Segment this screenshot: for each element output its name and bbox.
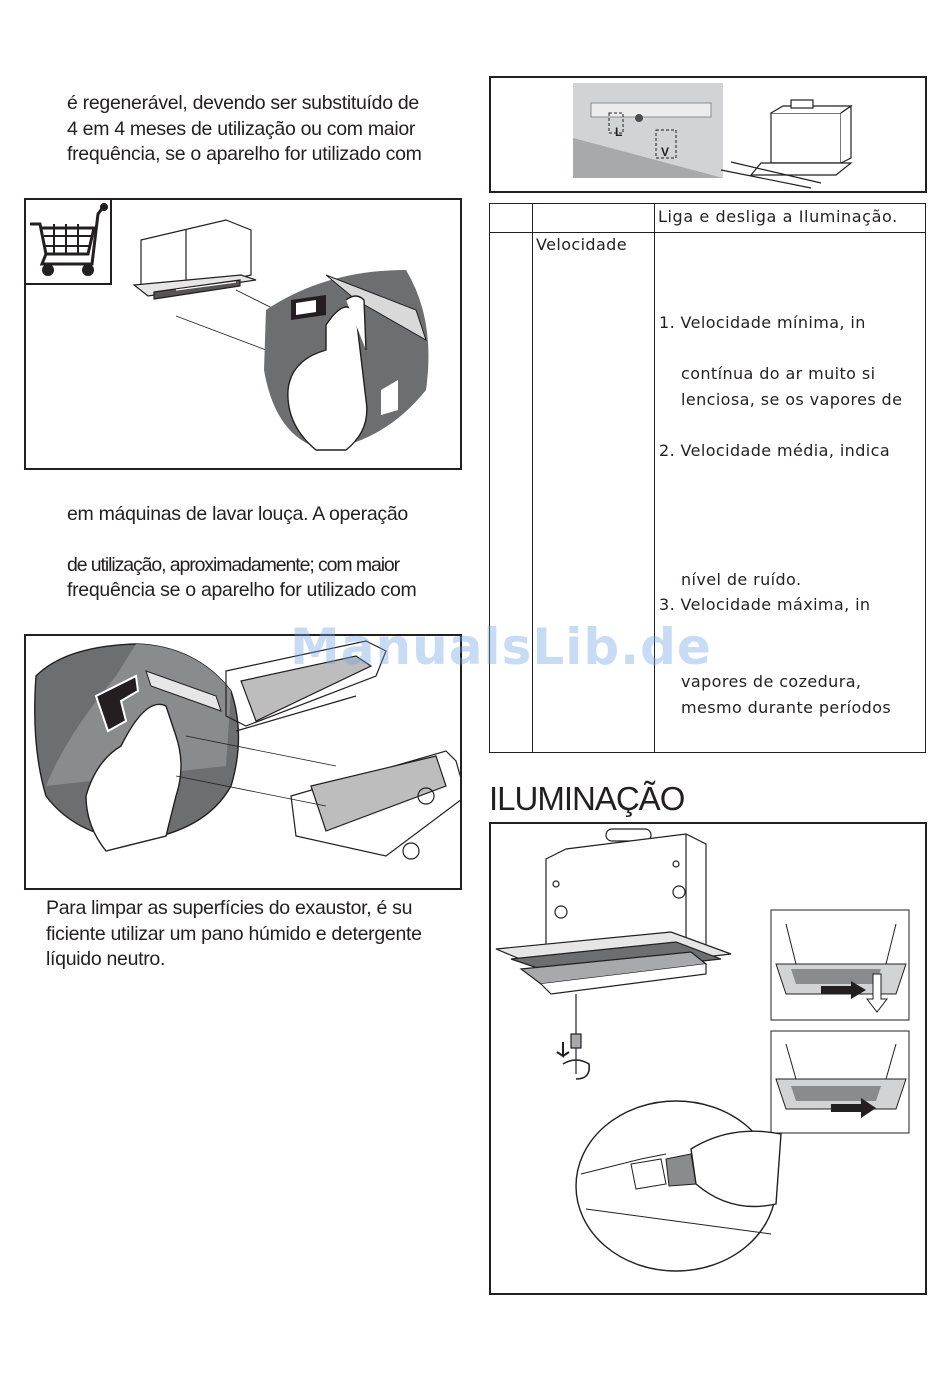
top-paragraph [67,91,460,168]
magnified-hand-detail [35,644,239,851]
text-line: frequência, se o aparelho for utilizado com [67,143,422,165]
speed-line: contínua do ar muito si [681,364,876,383]
speed-line: vapores de cozedura, [681,672,862,691]
bulb-removal-inset-1 [771,910,909,1020]
text-line: Para limpar as superfícies do exaustor, é su [46,897,413,919]
lighting-figure [489,822,927,1295]
switch-label-l: L [615,125,623,139]
text-line: em máquinas de lavar louça. A operação [67,503,408,525]
text-line: ficiente utilizar um pano húmido e detergente [46,922,422,945]
text-line: é regenerável, devendo ser substituído de [67,92,419,114]
lighting-switch-desc: Liga e desliga a Iluminação. [658,207,898,226]
speed-line: 2. Velocidade média, indica [659,441,891,460]
hood-drawing [496,829,731,1079]
switch-figure [489,76,927,193]
magnified-detail [264,270,429,450]
watermark: ManualsLib.de [290,618,712,676]
text-line: frequência se o aparelho for utilizado com [67,579,417,601]
speed-line: 1. Velocidade mínima, in [659,313,866,332]
shopping-cart-icon [26,200,111,284]
grease-filter-figure [24,198,462,470]
text-line: 4 em 4 meses de utilização ou com maior [67,117,416,140]
bulb-removal-inset-2 [771,1031,909,1133]
magnified-bulb-detail [576,1101,781,1271]
table-cell [490,204,533,233]
speed-line: nível de ruído. [681,570,802,589]
text-line: de utilização, aproximadamente; com maior [67,553,400,576]
table-cell [533,204,655,233]
speed-label: Velocidade [536,235,627,254]
table-cell [655,204,926,233]
section-title: ILUMINAÇÃO [489,780,685,817]
speed-line: mesmo durante períodos [681,698,892,717]
cleaning-paragraph [46,896,460,973]
text-line: líquido neutro. [46,948,166,970]
speed-line: 3. Velocidade máxima, in [659,595,871,614]
middle-paragraph [67,502,460,604]
switch-label-v: V [661,145,670,159]
speed-line: lenciosa, se os vapores de [681,390,903,409]
